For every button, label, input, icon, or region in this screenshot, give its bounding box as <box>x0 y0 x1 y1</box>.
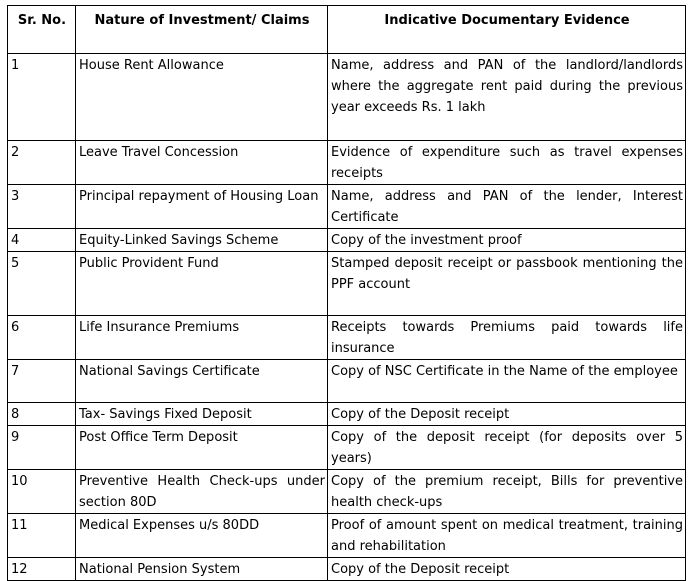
table-row <box>8 470 686 514</box>
evidence-cell: Copy of the Deposit receipt <box>328 403 686 426</box>
table-row <box>8 514 686 558</box>
header-nature-of-investment: Nature of Investment/ Claims <box>76 6 328 54</box>
table-row <box>8 426 686 470</box>
table-row <box>8 558 686 581</box>
sr-no-cell: 9 <box>8 426 76 470</box>
nature-cell: Equity-Linked Savings Scheme <box>76 229 328 252</box>
sr-no-cell: 4 <box>8 229 76 252</box>
table-row <box>8 141 686 185</box>
nature-cell: Leave Travel Concession <box>76 141 328 185</box>
sr-no-cell: 5 <box>8 252 76 316</box>
evidence-cell: Copy of the premium receipt, Bills for preventive health check-ups <box>328 470 686 514</box>
sr-no-cell: 12 <box>8 558 76 581</box>
table-row <box>8 316 686 360</box>
evidence-cell: Proof of amount spent on medical treatment, training and rehabilitation <box>328 514 686 558</box>
evidence-cell: Copy of the investment proof <box>328 229 686 252</box>
table-row <box>8 403 686 426</box>
table-row <box>8 229 686 252</box>
evidence-cell: Evidence of expenditure such as travel expenses receipts <box>328 141 686 185</box>
nature-cell: Life Insurance Premiums <box>76 316 328 360</box>
nature-cell: House Rent Allowance <box>76 54 328 141</box>
evidence-cell: Name, address and PAN of the landlord/landlords where the aggregate rent paid during the previous year exceeds Rs. 1 lakh <box>328 54 686 141</box>
table-row <box>8 54 686 141</box>
sr-no-cell: 10 <box>8 470 76 514</box>
table-row <box>8 252 686 316</box>
nature-cell: National Pension System <box>76 558 328 581</box>
evidence-cell: Receipts towards Premiums paid towards life insurance <box>328 316 686 360</box>
nature-cell: Medical Expenses u/s 80DD <box>76 514 328 558</box>
table-row <box>8 185 686 229</box>
evidence-cell: Copy of the Deposit receipt <box>328 558 686 581</box>
nature-cell: Preventive Health Check-ups under section 80D <box>76 470 328 514</box>
sr-no-cell: 6 <box>8 316 76 360</box>
nature-cell: Public Provident Fund <box>76 252 328 316</box>
header-documentary-evidence: Indicative Documentary Evidence <box>328 6 686 54</box>
sr-no-cell: 11 <box>8 514 76 558</box>
investment-evidence-table <box>7 5 686 581</box>
nature-cell: Tax- Savings Fixed Deposit <box>76 403 328 426</box>
evidence-cell: Copy of NSC Certificate in the Name of the employee <box>328 360 686 403</box>
nature-cell: National Savings Certificate <box>76 360 328 403</box>
sr-no-cell: 2 <box>8 141 76 185</box>
evidence-cell: Stamped deposit receipt or passbook mentioning the PPF account <box>328 252 686 316</box>
table-header-row <box>8 6 686 54</box>
table-row <box>8 360 686 403</box>
evidence-cell: Copy of the deposit receipt (for deposits over 5 years) <box>328 426 686 470</box>
sr-no-cell: 1 <box>8 54 76 141</box>
header-sr-no: Sr. No. <box>8 6 76 54</box>
nature-cell: Post Office Term Deposit <box>76 426 328 470</box>
sr-no-cell: 3 <box>8 185 76 229</box>
sr-no-cell: 7 <box>8 360 76 403</box>
sr-no-cell: 8 <box>8 403 76 426</box>
evidence-cell: Name, address and PAN of the lender, Interest Certificate <box>328 185 686 229</box>
nature-cell: Principal repayment of Housing Loan <box>76 185 328 229</box>
